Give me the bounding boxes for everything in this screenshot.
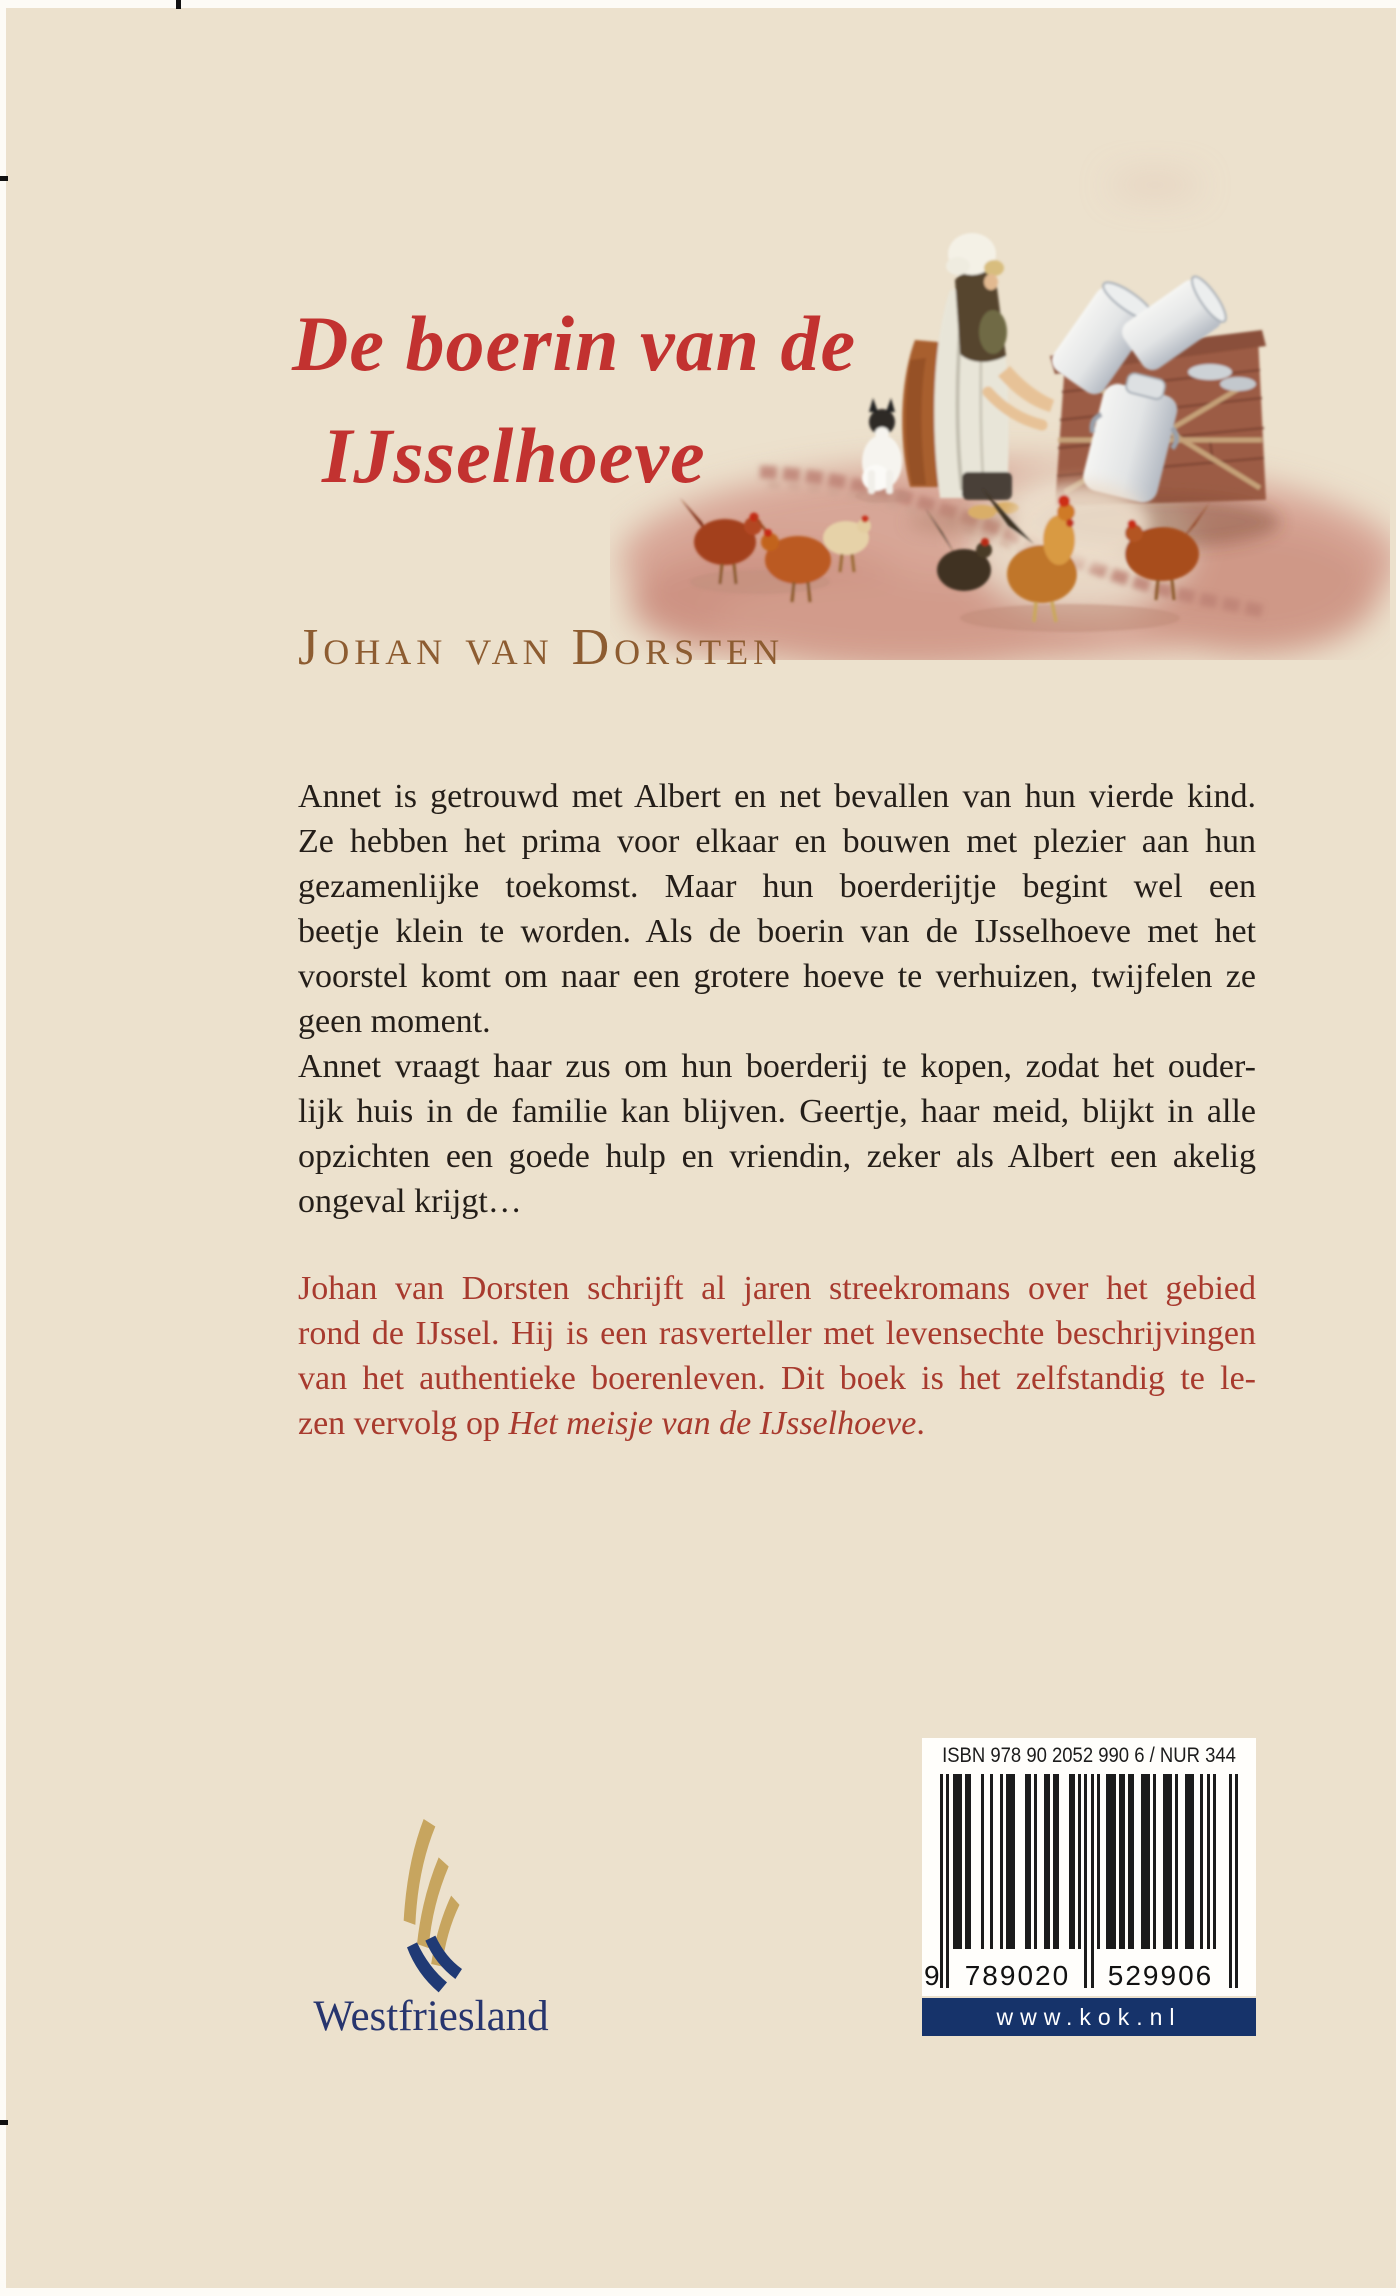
ean13-barcode — [924, 1774, 1238, 1991]
barcode-digits-right: 529906 — [1107, 1960, 1214, 1991]
barcode-bar — [1229, 1774, 1232, 1988]
text-line: Ze hebben het prima voor elkaar en bouwen met plezier aan hun — [298, 823, 1256, 860]
back-cover-text — [298, 774, 1256, 1446]
text-line: gezamenlijke toekomst. Maar hun boerderijtje begint wel een — [298, 868, 1256, 905]
barcode-bar — [1053, 1774, 1059, 1949]
referenced-book-title: Het meisje van de IJsselhoeve — [508, 1405, 917, 1442]
barcode-digit-first: 9 — [924, 1960, 940, 1991]
barcode-bar — [1119, 1774, 1125, 1949]
barcode-bar — [1141, 1774, 1150, 1949]
synopsis-paragraph-2 — [298, 1044, 1256, 1224]
author-name: Johan van Dorsten — [298, 619, 785, 676]
book-title-line2: IJsselhoeve — [322, 412, 706, 499]
barcode-bar — [1200, 1774, 1203, 1949]
barcode-bar — [1006, 1774, 1015, 1949]
text-line: lijk huis in de familie kan blijven. Geertje, haar meid, blijkt in alle — [298, 1093, 1256, 1130]
barcode-bar — [1084, 1774, 1087, 1988]
book-title — [292, 288, 912, 512]
westfriesland-sail-logo-icon — [372, 1814, 472, 1994]
text-segment: . — [916, 1405, 925, 1442]
barcode-bar — [946, 1774, 949, 1988]
barcode-bar — [1097, 1774, 1100, 1949]
barcode-bar — [1128, 1774, 1134, 1949]
barcode-bar — [1153, 1774, 1156, 1949]
text-line: ongeval krijgt… — [298, 1183, 522, 1220]
barcode-bar — [1091, 1774, 1094, 1988]
about-author-paragraph — [298, 1266, 1256, 1446]
text-line: Annet is getrouwd met Albert en net bevallen van hun vierde kind. — [298, 778, 1256, 815]
publisher-name: Westfriesland — [313, 1993, 549, 2040]
text-segment: zen vervolg op — [298, 1405, 509, 1442]
barcode-bar — [981, 1774, 984, 1949]
text-line: opzichten een goede hulp en vriendin, zeker als Albert een akelig — [298, 1138, 1256, 1175]
barcode-digits-left: 789020 — [964, 1960, 1071, 1991]
registration-mark-left-lower — [0, 2120, 8, 2125]
text-line: beetje klein te worden. Als de boerin van de IJsselhoeve met het — [298, 913, 1256, 950]
barcode-bar — [1034, 1774, 1037, 1949]
barcode-bar — [1000, 1774, 1003, 1949]
synopsis-paragraph-1 — [298, 774, 1256, 1044]
text-line: voorstel komt om naar een grotere hoeve te verhuizen, twijfelen ze — [298, 958, 1256, 995]
text-line: van het authentieke boerenleven. Dit boek is het zelfstandig te le- — [298, 1360, 1256, 1397]
barcode-bar — [1235, 1774, 1238, 1988]
barcode-bar — [1213, 1774, 1216, 1949]
barcode-bar — [1078, 1774, 1081, 1949]
isbn-label: ISBN 978 90 2052 990 6 / NUR 344 — [942, 1744, 1236, 1767]
barcode-bar — [1163, 1774, 1172, 1949]
barcode-bar — [940, 1774, 943, 1988]
barcode-bar — [990, 1774, 993, 1949]
barcode-bar — [965, 1774, 971, 1949]
barcode-bar — [953, 1774, 962, 1949]
barcode-bar — [1175, 1774, 1178, 1949]
text-line — [298, 1401, 1256, 1446]
book-title-line1: De boerin van de — [292, 300, 857, 387]
text-line: Johan van Dorsten schrijft al jaren streekromans over het gebied — [298, 1270, 1256, 1307]
barcode-bar — [1106, 1774, 1115, 1949]
barcode-bar — [1185, 1774, 1194, 1949]
barcode-bar — [1025, 1774, 1031, 1949]
registration-mark-left-upper — [0, 176, 8, 181]
isbn-barcode-box — [922, 1738, 1256, 1996]
registration-mark-top — [176, 0, 181, 9]
text-line: rond de IJssel. Hij is een rasverteller met levensechte beschrijvingen — [298, 1315, 1256, 1352]
text-line: Annet vraagt haar zus om hun boerderij te kopen, zodat het ouder- — [298, 1048, 1256, 1085]
barcode-bar — [1044, 1774, 1050, 1949]
text-line: geen moment. — [298, 1003, 491, 1040]
barcode-bar — [1069, 1774, 1075, 1949]
publisher-website: www.kok.nl — [922, 1998, 1256, 2036]
barcode-bar — [1207, 1774, 1210, 1949]
